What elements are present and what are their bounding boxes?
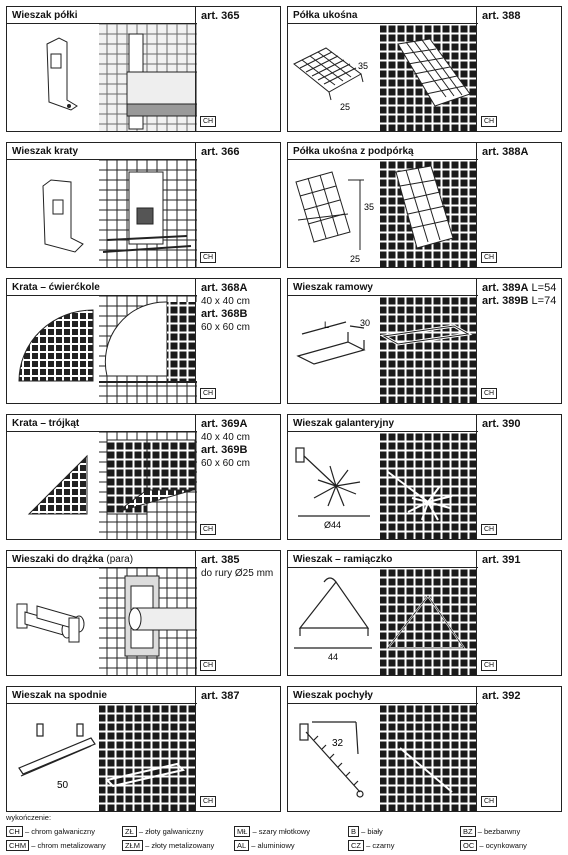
product-illustration <box>288 704 478 811</box>
product-title: Wieszaki do drążka (para) <box>7 551 197 568</box>
product-title: Wieszak galanteryjny <box>288 415 478 432</box>
size-text: 40 x 40 cm <box>201 296 250 307</box>
product-title: Półka ukośna <box>288 7 478 24</box>
product-illustration <box>7 704 197 811</box>
finish-badge: CH <box>200 796 216 807</box>
legend-item: ZŁM – złoty metalizowany <box>122 840 214 851</box>
product-cell-388 <box>287 6 562 132</box>
article-panel <box>195 7 280 131</box>
dimension-label: Ø44 <box>324 520 342 530</box>
legend-item: CH – chrom galwaniczny <box>6 826 95 837</box>
size-text: 40 x 40 cm <box>201 432 250 443</box>
product-cell-365 <box>6 6 281 132</box>
product-illustration <box>288 568 478 675</box>
product-title: Wieszak ramowy <box>288 279 478 296</box>
product-cell-391 <box>287 550 562 676</box>
frame-hanger-drawing <box>288 296 478 403</box>
size-text: 60 x 60 cm <box>201 322 250 333</box>
finish-badge: CH <box>481 524 497 535</box>
dimension-label: 35 <box>364 202 375 212</box>
grid-hanger-drawing <box>7 160 197 267</box>
article-panel <box>195 551 280 675</box>
article-panel <box>476 7 561 131</box>
product-illustration <box>7 568 197 675</box>
rail-hanger-drawing <box>7 568 197 675</box>
article-number: art. 387 <box>201 690 240 702</box>
dimension-label: L <box>324 320 330 330</box>
article-number: art. 385 <box>201 554 240 566</box>
product-title: Krata – trójkąt <box>7 415 197 432</box>
finish-badge: CH <box>200 388 216 399</box>
product-cell-366 <box>6 142 281 268</box>
finish-badge: CH <box>200 660 216 671</box>
product-title: Półka ukośna z podpórką <box>288 143 478 160</box>
article-panel <box>195 279 280 403</box>
finish-badge: CH <box>481 116 497 127</box>
product-cell-368 <box>6 278 281 404</box>
article-number: art. 365 <box>201 10 240 22</box>
product-cell-392 <box>287 686 562 812</box>
product-illustration <box>7 296 197 403</box>
legend-item: OC – ocynkowany <box>460 840 527 851</box>
legend-heading: wykończenie: <box>6 813 52 822</box>
product-cell-390 <box>287 414 562 540</box>
product-illustration <box>7 24 197 131</box>
dimension-label: 25 <box>350 254 361 264</box>
article-number: art. 368A <box>201 282 248 294</box>
finish-badge: CH <box>200 252 216 263</box>
product-illustration <box>288 160 478 267</box>
sloped-shelf-support-drawing <box>288 160 478 267</box>
product-illustration <box>288 432 478 539</box>
product-title: Wieszak kraty <box>7 143 197 160</box>
legend-item: CHM – chrom metalizowany <box>6 840 106 851</box>
finish-badge: CH <box>481 388 497 399</box>
article-panel <box>476 687 561 811</box>
product-cell-389 <box>287 278 562 404</box>
trouser-hanger-drawing <box>7 704 197 811</box>
finish-badge: CH <box>481 252 497 263</box>
article-panel <box>476 279 561 403</box>
finish-badge: CH <box>481 660 497 671</box>
article-panel <box>476 415 561 539</box>
shelf-bracket-drawing <box>7 24 197 131</box>
article-number: art. 392 <box>482 690 521 702</box>
article-number-alt: art. 389B L=74 <box>482 295 557 307</box>
legend-item: AL – aluminiowy <box>234 840 295 851</box>
legend-item: CZ – czarny <box>348 840 394 851</box>
dimension-label: 44 <box>328 652 339 662</box>
article-number: art. 390 <box>482 418 521 430</box>
finish-legend <box>6 813 51 822</box>
article-number: art. 389A L=54 <box>482 282 557 294</box>
product-title: Krata – ćwierćkole <box>7 279 197 296</box>
product-cell-387 <box>6 686 281 812</box>
product-cell-369 <box>6 414 281 540</box>
article-number-alt: art. 369B <box>201 444 248 456</box>
product-title: Wieszak – ramiączko <box>288 551 478 568</box>
product-cell-385 <box>6 550 281 676</box>
product-illustration <box>7 160 197 267</box>
finish-badge: CH <box>200 524 216 535</box>
dimension-label: 30 <box>360 318 371 328</box>
article-panel <box>476 551 561 675</box>
quarter-circle-grid-drawing <box>7 296 197 403</box>
legend-item: BZ – bezbarwny <box>460 826 520 837</box>
product-title: Wieszak półki <box>7 7 197 24</box>
sloped-shelf-drawing <box>288 24 478 131</box>
shoulder-hanger-drawing <box>288 568 478 675</box>
article-panel <box>476 143 561 267</box>
accessory-hanger-drawing <box>288 432 478 539</box>
product-illustration <box>288 24 478 131</box>
legend-item: B – biały <box>348 826 383 837</box>
article-number: art. 369A <box>201 418 248 430</box>
finish-badge: CH <box>481 796 497 807</box>
article-panel <box>195 687 280 811</box>
dimension-label: 32 <box>332 738 344 749</box>
product-illustration <box>288 296 478 403</box>
legend-item: ZŁ – złoty galwaniczny <box>122 826 203 837</box>
dimension-label: 35 <box>358 61 369 71</box>
article-number: art. 388A <box>482 146 529 158</box>
product-title: Wieszak pochyły <box>288 687 478 704</box>
legend-item: MŁ – szary młotkowy <box>234 826 310 837</box>
product-cell-388A <box>287 142 562 268</box>
size-text: do rury Ø25 mm <box>201 568 274 579</box>
finish-badge: CH <box>200 116 216 127</box>
triangle-grid-drawing <box>7 432 197 539</box>
sloped-hanger-drawing <box>288 704 478 811</box>
dimension-label: 50 <box>57 780 69 791</box>
article-number-alt: art. 368B <box>201 308 248 320</box>
article-panel <box>195 415 280 539</box>
article-number: art. 391 <box>482 554 521 566</box>
article-number: art. 366 <box>201 146 240 158</box>
article-number: art. 388 <box>482 10 521 22</box>
size-text: 60 x 60 cm <box>201 458 250 469</box>
product-illustration <box>7 432 197 539</box>
product-title: Wieszak na spodnie <box>7 687 197 704</box>
article-panel <box>195 143 280 267</box>
dimension-label: 25 <box>340 102 351 112</box>
